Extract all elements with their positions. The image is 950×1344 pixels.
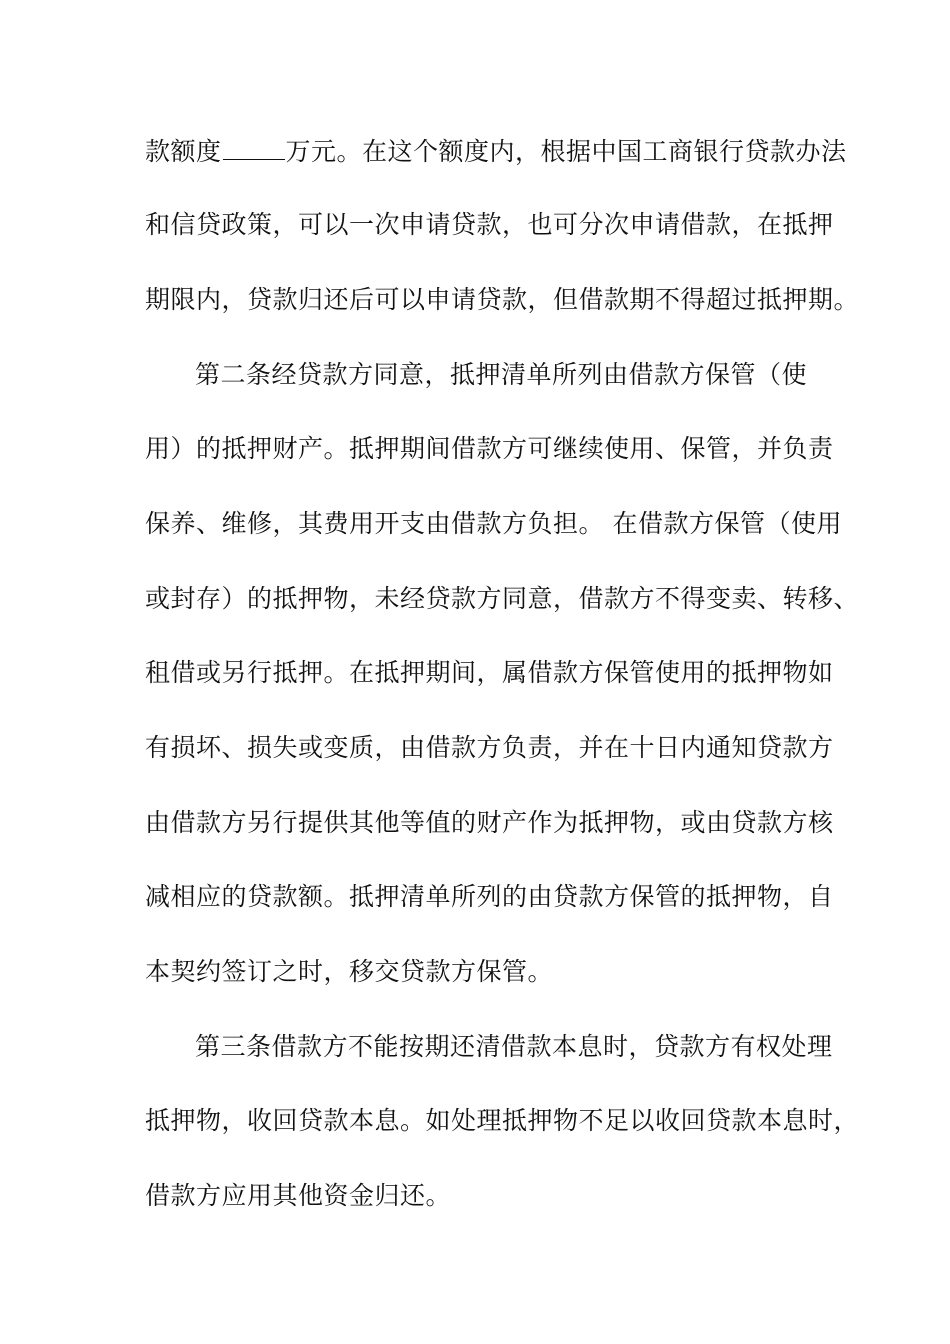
paragraph-line-11: 减相应的贷款额。抵押清单所列的由贷款方保管的抵押物，自 [145,882,834,911]
paragraph-line-13: 第三条借款方不能按期还清借款本息时，贷款方有权处理 [195,1032,833,1061]
paragraph-line-14: 抵押物，收回贷款本息。如处理抵押物不足以收回贷款本息时， [145,1106,860,1135]
paragraph-line-6: 保养、维修，其费用开支由借款方负担。 在借款方保管（使用 [145,509,842,538]
text-segment: 万元。在这个额度内，根据中国工商银行贷款办法 [285,137,847,166]
paragraph-line-3: 期限内，贷款归还后可以申请贷款，但借款期不得超过抵押期。 [145,285,860,314]
paragraph-line-7: 或封存）的抵押物，未经贷款方同意，借款方不得变卖、转移、 [145,584,860,613]
amount-blank [223,137,285,160]
paragraph-line-2: 和信贷政策，可以一次申请贷款，也可分次申请借款，在抵押 [145,210,834,239]
paragraph-line-4: 第二条经贷款方同意，抵押清单所列由借款方保管（使 [195,360,808,389]
paragraph-line-1 [145,137,847,167]
text-segment: 款额度 [145,137,222,166]
paragraph-line-9: 有损坏、损失或变质，由借款方负责，并在十日内通知贷款方 [145,733,834,762]
paragraph-line-8: 租借或另行抵押。在抵押期间，属借款方保管使用的抵押物如 [145,658,834,687]
paragraph-line-10: 由借款方另行提供其他等值的财产作为抵押物，或由贷款方核 [145,808,834,837]
paragraph-line-5: 用）的抵押财产。抵押期间借款方可继续使用、保管，并负责 [145,434,834,463]
paragraph-line-12: 本契约签订之时，移交贷款方保管。 [145,957,554,986]
paragraph-line-15: 借款方应用其他资金归还。 [145,1181,452,1210]
